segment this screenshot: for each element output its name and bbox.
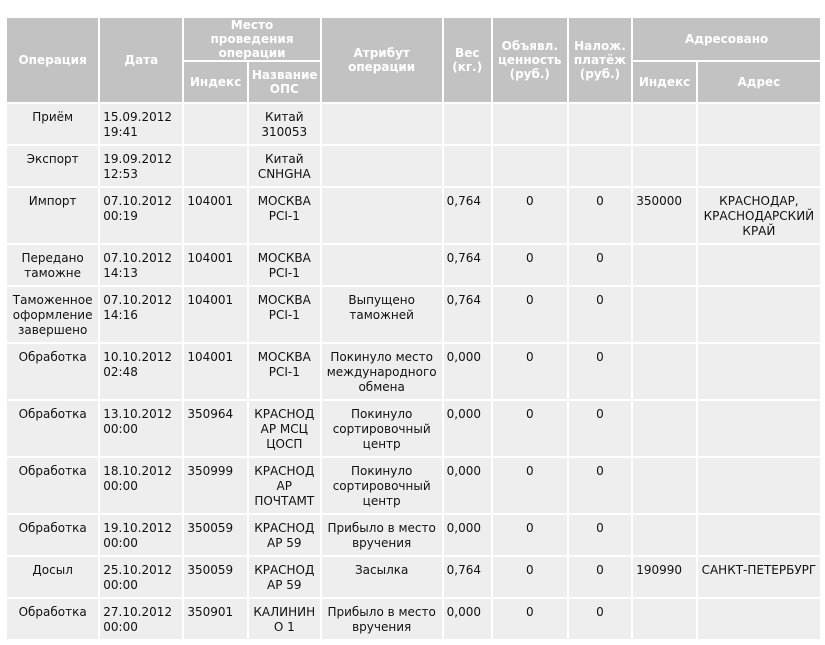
cell-date: 25.10.2012 00:00 <box>100 557 182 597</box>
cell-place-name: КАЛИНИНО 1 <box>249 599 320 639</box>
header-place: Место проведения операции <box>184 18 319 60</box>
cell-cod: 0 <box>569 245 632 285</box>
cell-place-index: 350059 <box>184 557 247 597</box>
header-date: Дата <box>100 18 182 102</box>
cell-weight: 0,000 <box>444 458 491 513</box>
cell-date: 10.10.2012 02:48 <box>100 344 182 399</box>
cell-attribute: Засылка <box>322 557 442 597</box>
cell-place-name: КРАСНОДАР 59 <box>249 557 320 597</box>
cell-place-index: 104001 <box>184 245 247 285</box>
cell-place-name: МОСКВА PCI-1 <box>249 245 320 285</box>
cell-place-name: МОСКВА PCI-1 <box>249 287 320 342</box>
cell-cod: 0 <box>569 515 632 555</box>
cell-date: 27.10.2012 00:00 <box>100 599 182 639</box>
cell-date: 13.10.2012 00:00 <box>100 401 182 456</box>
table-row <box>7 401 820 456</box>
cell-addr-address <box>698 515 820 555</box>
cell-addr-index <box>633 245 696 285</box>
cell-weight: 0,764 <box>444 188 491 243</box>
cell-place-name: КРАСНОДАР МСЦ ЦОСП <box>249 401 320 456</box>
cell-place-index <box>184 104 247 144</box>
cell-attribute <box>322 146 442 186</box>
cell-addr-address <box>698 344 820 399</box>
table-row <box>7 146 820 186</box>
cell-date: 19.10.2012 00:00 <box>100 515 182 555</box>
cell-attribute: Покинуло место международного обмена <box>322 344 442 399</box>
header-attribute: Атрибут операции <box>322 18 442 102</box>
cell-addr-index <box>633 344 696 399</box>
cell-cod <box>569 146 632 186</box>
cell-addr-index <box>633 599 696 639</box>
cell-addr-index <box>633 287 696 342</box>
header-declared-value: Объявл. ценность (руб.) <box>493 18 567 102</box>
cell-addr-index: 190990 <box>633 557 696 597</box>
cell-addr-index <box>633 515 696 555</box>
cell-date: 07.10.2012 00:19 <box>100 188 182 243</box>
cell-operation: Обработка <box>7 599 98 639</box>
table-header <box>7 18 820 102</box>
cell-place-index: 350059 <box>184 515 247 555</box>
cell-declared-value <box>493 146 567 186</box>
cell-attribute: Прибыло в место вручения <box>322 599 442 639</box>
cell-place-name: КРАСНОДАР ПОЧТАМТ <box>249 458 320 513</box>
cell-operation: Обработка <box>7 515 98 555</box>
cell-addr-address <box>698 458 820 513</box>
table-row <box>7 599 820 639</box>
cell-operation: Приём <box>7 104 98 144</box>
table-row <box>7 188 820 243</box>
cell-declared-value: 0 <box>493 515 567 555</box>
header-addr-index: Индекс <box>633 62 696 102</box>
cell-operation: Передано таможне <box>7 245 98 285</box>
cell-operation: Таможенное оформление завершено <box>7 287 98 342</box>
cell-addr-index <box>633 146 696 186</box>
cell-declared-value: 0 <box>493 344 567 399</box>
cell-operation: Досыл <box>7 557 98 597</box>
header-addressed: Адресовано <box>633 18 820 60</box>
tracking-history-table <box>5 16 822 641</box>
cell-attribute: Покинуло сортировочный центр <box>322 458 442 513</box>
header-cod: Налож. платёж (руб.) <box>569 18 632 102</box>
cell-cod: 0 <box>569 599 632 639</box>
cell-declared-value: 0 <box>493 287 567 342</box>
cell-place-name: МОСКВА PCI-1 <box>249 344 320 399</box>
cell-declared-value <box>493 104 567 144</box>
cell-addr-index <box>633 401 696 456</box>
cell-weight <box>444 104 491 144</box>
cell-addr-address <box>698 287 820 342</box>
cell-cod: 0 <box>569 458 632 513</box>
cell-attribute: Выпущено таможней <box>322 287 442 342</box>
cell-date: 19.09.2012 12:53 <box>100 146 182 186</box>
cell-operation: Обработка <box>7 344 98 399</box>
cell-weight: 0,000 <box>444 344 491 399</box>
table-row <box>7 104 820 144</box>
cell-place-name: Китай CNHGHA <box>249 146 320 186</box>
cell-place-index: 104001 <box>184 188 247 243</box>
cell-place-index <box>184 146 247 186</box>
cell-addr-index <box>633 104 696 144</box>
cell-date: 18.10.2012 00:00 <box>100 458 182 513</box>
cell-weight: 0,764 <box>444 287 491 342</box>
cell-date: 07.10.2012 14:16 <box>100 287 182 342</box>
cell-declared-value: 0 <box>493 401 567 456</box>
cell-addr-address <box>698 245 820 285</box>
cell-operation: Импорт <box>7 188 98 243</box>
header-operation: Операция <box>7 18 98 102</box>
cell-place-name: МОСКВА PCI-1 <box>249 188 320 243</box>
cell-attribute <box>322 104 442 144</box>
cell-place-index: 350999 <box>184 458 247 513</box>
cell-date: 07.10.2012 14:13 <box>100 245 182 285</box>
header-place-name: Название ОПС <box>249 62 320 102</box>
cell-addr-address: КРАСНОДАР, КРАСНОДАРСКИЙ КРАЙ <box>698 188 820 243</box>
cell-declared-value: 0 <box>493 188 567 243</box>
cell-declared-value: 0 <box>493 557 567 597</box>
cell-place-name: Китай 310053 <box>249 104 320 144</box>
cell-attribute: Прибыло в место вручения <box>322 515 442 555</box>
cell-place-index: 104001 <box>184 287 247 342</box>
cell-addr-address: САНКТ-ПЕТЕРБУРГ <box>698 557 820 597</box>
cell-operation: Экспорт <box>7 146 98 186</box>
cell-cod <box>569 104 632 144</box>
cell-cod: 0 <box>569 344 632 399</box>
cell-cod: 0 <box>569 287 632 342</box>
cell-weight: 0,000 <box>444 401 491 456</box>
header-addr-address: Адрес <box>698 62 820 102</box>
cell-attribute <box>322 245 442 285</box>
cell-declared-value: 0 <box>493 599 567 639</box>
cell-addr-index <box>633 458 696 513</box>
cell-weight: 0,764 <box>444 557 491 597</box>
cell-declared-value: 0 <box>493 245 567 285</box>
table-row <box>7 557 820 597</box>
header-place-index: Индекс <box>184 62 247 102</box>
table-row <box>7 344 820 399</box>
cell-addr-address <box>698 104 820 144</box>
cell-cod: 0 <box>569 557 632 597</box>
cell-operation: Обработка <box>7 458 98 513</box>
cell-weight: 0,764 <box>444 245 491 285</box>
cell-cod: 0 <box>569 188 632 243</box>
cell-place-name: КРАСНОДАР 59 <box>249 515 320 555</box>
cell-weight <box>444 146 491 186</box>
cell-weight: 0,000 <box>444 599 491 639</box>
cell-attribute: Покинуло сортировочный центр <box>322 401 442 456</box>
cell-place-index: 104001 <box>184 344 247 399</box>
cell-operation: Обработка <box>7 401 98 456</box>
table-row <box>7 287 820 342</box>
table-row <box>7 245 820 285</box>
header-weight: Вес (кг.) <box>444 18 491 102</box>
cell-addr-index: 350000 <box>633 188 696 243</box>
table-row <box>7 515 820 555</box>
cell-date: 15.09.2012 19:41 <box>100 104 182 144</box>
cell-addr-address <box>698 599 820 639</box>
cell-attribute <box>322 188 442 243</box>
table-row <box>7 458 820 513</box>
cell-declared-value: 0 <box>493 458 567 513</box>
cell-place-index: 350901 <box>184 599 247 639</box>
cell-addr-address <box>698 146 820 186</box>
cell-cod: 0 <box>569 401 632 456</box>
table-body <box>7 104 820 639</box>
cell-addr-address <box>698 401 820 456</box>
cell-weight: 0,000 <box>444 515 491 555</box>
cell-place-index: 350964 <box>184 401 247 456</box>
